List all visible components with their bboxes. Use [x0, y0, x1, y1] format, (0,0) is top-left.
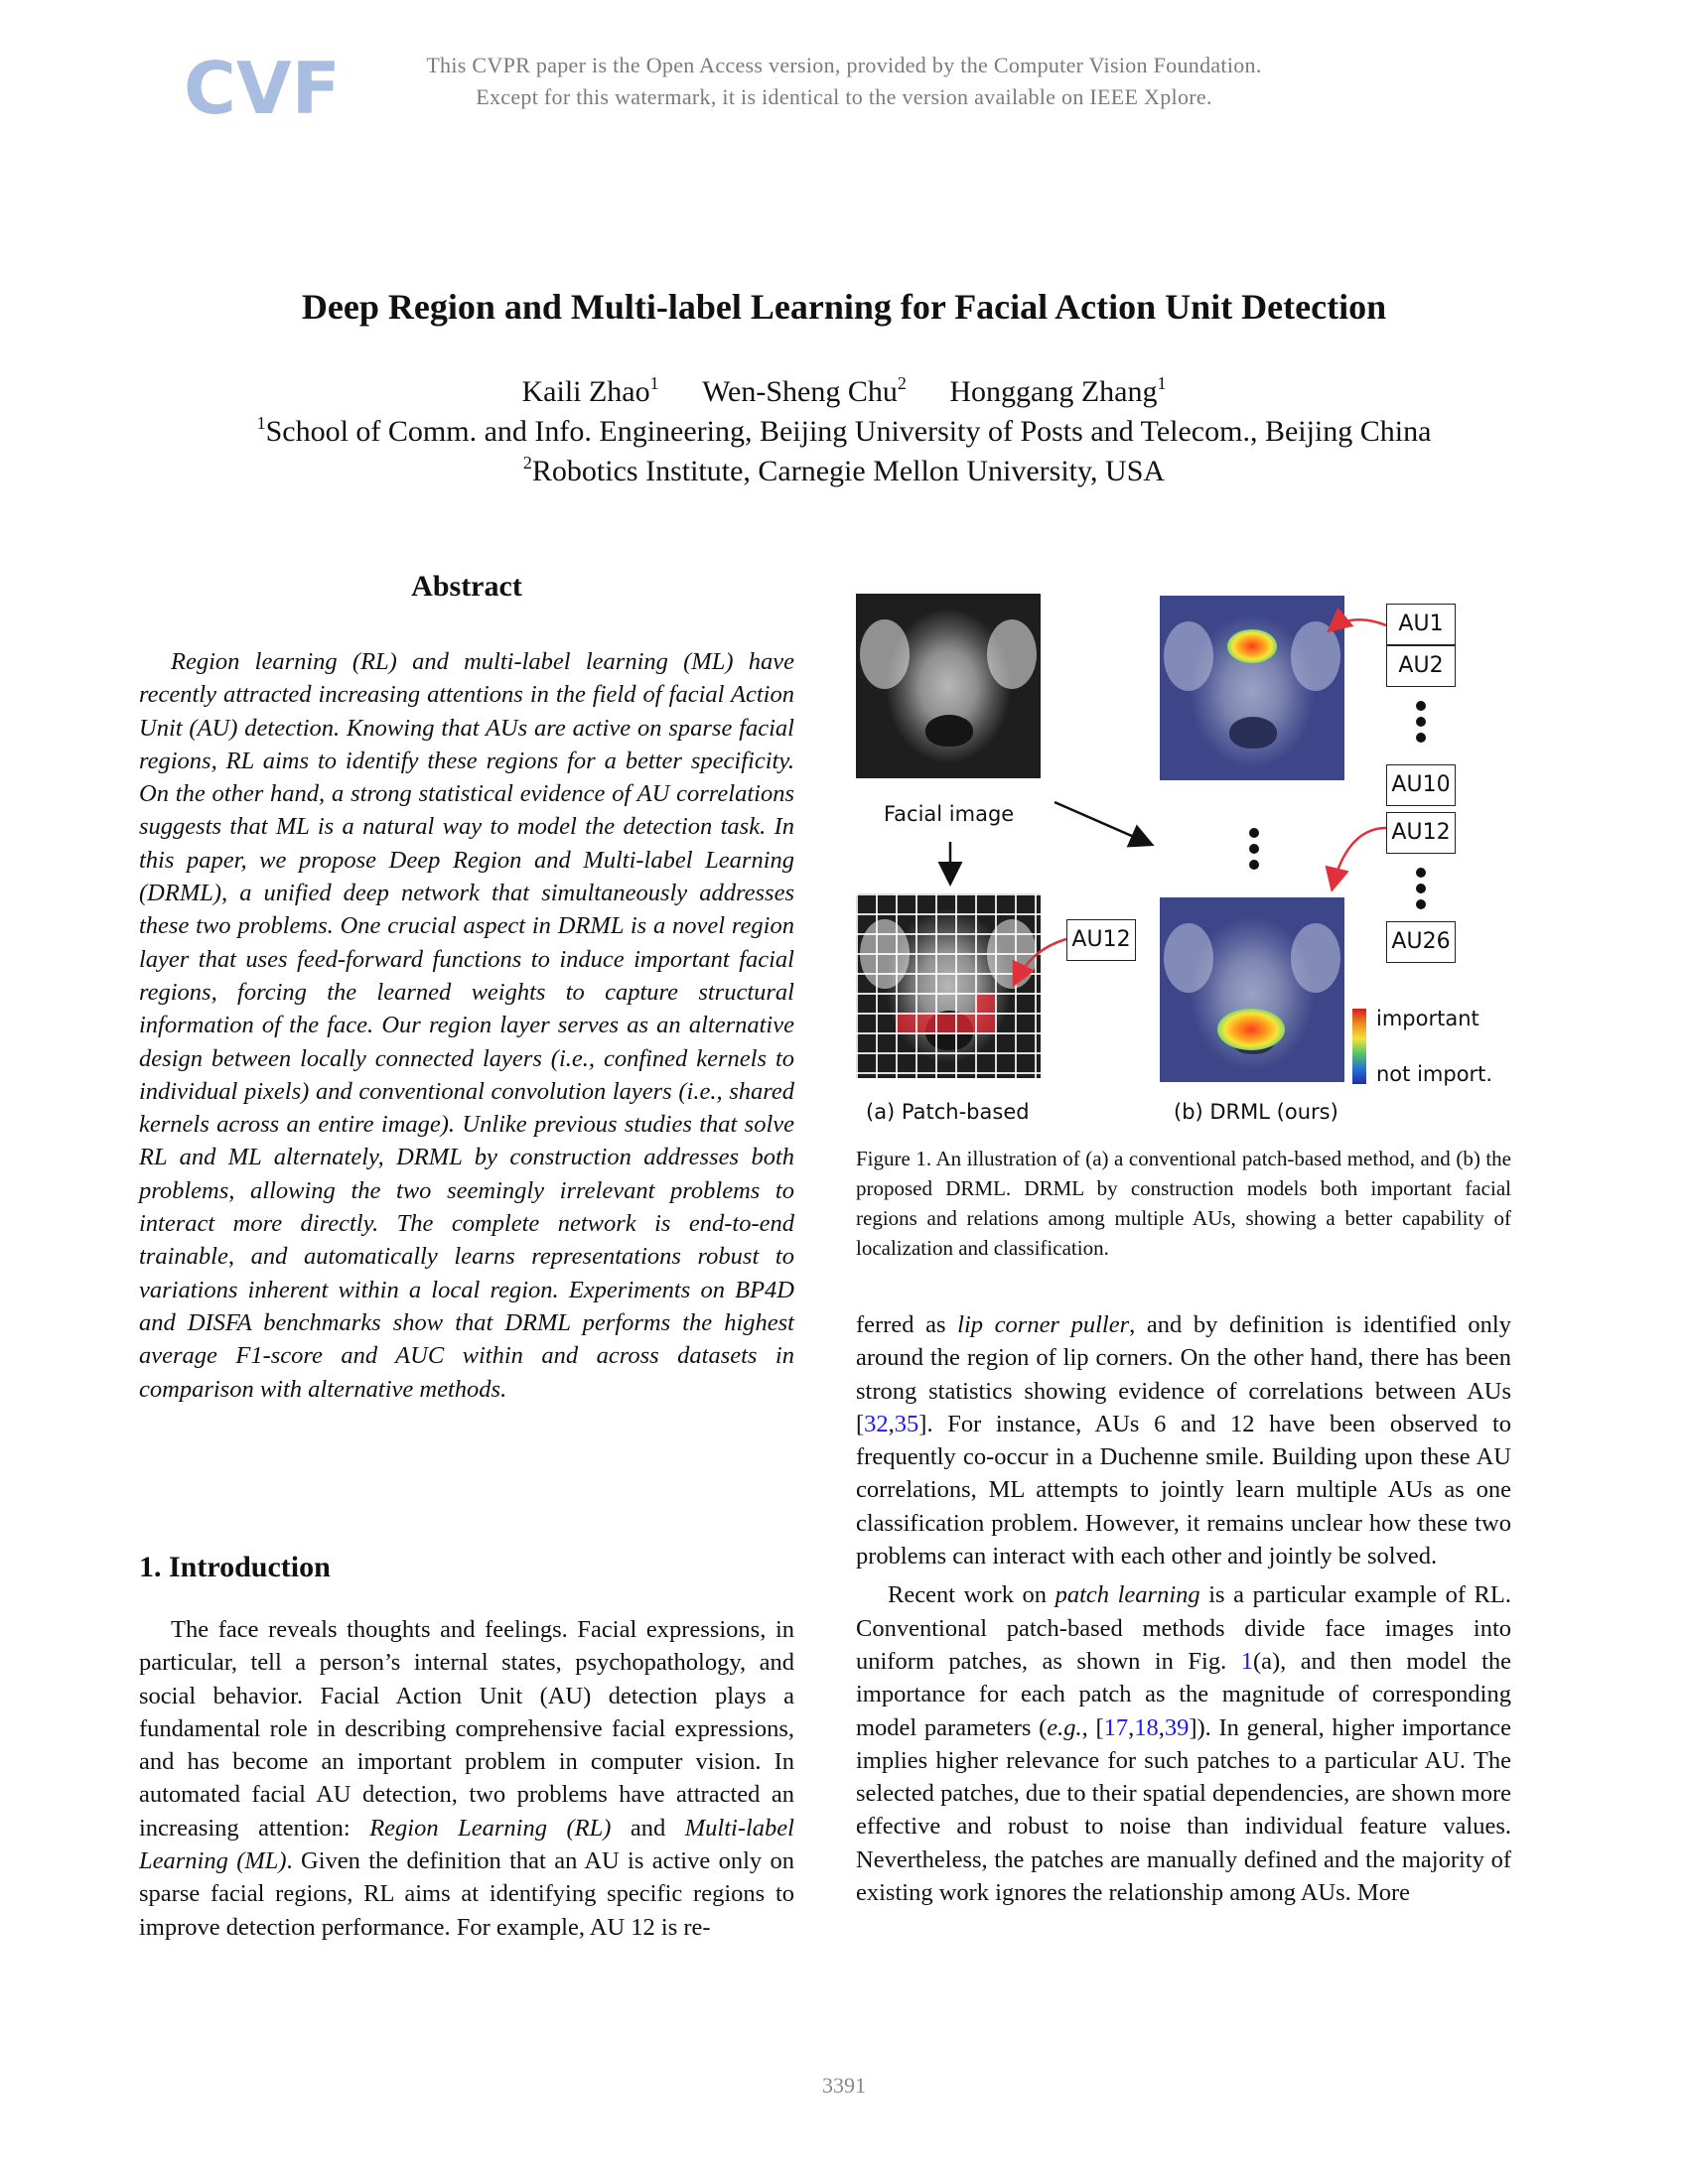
citation-link[interactable]: 35 [894, 1410, 919, 1437]
citation-link[interactable]: 18 [1134, 1713, 1159, 1741]
author-3: Honggang Zhang$^1$ [949, 373, 1167, 408]
figure-arrows [856, 594, 1521, 1150]
au-box-au10: AU10 [1386, 764, 1456, 806]
intro-paragraph-1: The face reveals thoughts and feelings. Facial expressions, in particular, tell a person’s internal states, psychopathology, and social behavior. Facial Action Unit (AU) detection plays a fundamental role in describing comprehensive facial expressions, and has become an important problem in computer vision. In automated facial AU detection, two problems have attracted an increasing attention: Region Learning (RL) and Multi-label Learning (ML). Given the definition that an AU is active only on sparse facial regions, RL aims at identifying specific regions to improve detection performance. For example, AU 12 is re- [139, 1616, 794, 1941]
patch-au-box: AU12 [1066, 919, 1136, 961]
abstract-heading: Abstract [411, 570, 522, 603]
page-number: 3391 [822, 2073, 866, 2098]
figure-link[interactable]: 1 [1240, 1647, 1253, 1675]
right-column-body [856, 1308, 1511, 1909]
abstract-body [139, 645, 794, 1406]
watermark-text [298, 50, 1390, 113]
right-paragraph-1: ferred as lip corner puller, and by definition is identified only around the region of lip corners. On the other hand, there has been strong statistics showing evidence of correlations between AUs [32,35]. For instance, AUs 6 and 12 have been observed to frequently co-occur in a Duchenne smile. Building upon these AU correlations, ML attempts to jointly learn multiple AUs as one classification problem. However, it remains unclear how these two problems can interact with each other and jointly be solved. [856, 1311, 1511, 1570]
section-heading-introduction: 1. Introduction [139, 1551, 331, 1583]
subfigure-a-label: (a) Patch-based [866, 1100, 1030, 1124]
arrow-au12-red [1333, 828, 1386, 887]
au-box-au12: AU12 [1386, 812, 1456, 854]
facial-image-label: Facial image [884, 802, 1015, 826]
abstract-paragraph: Region learning (RL) and multi-label learning (ML) have recently attracted increasing attentions in the field of facial Action Unit (AU) detection. Knowing that AUs are active on sparse facial regions, RL aims to identify these regions for a better specificity. On the other hand, a strong statistical evidence of AU correlations suggests that ML is a natural way to model the detection task. In this paper, we propose Deep Region and Multi-label Learning (DRML), a unified deep network that simultaneously addresses these two problems. One crucial aspect in DRML is a novel region layer that uses feed-forward functions to induce important facial regions, forcing the learned weights to capture structural information of the face. Our region layer serves as an alternative design between locally connected layers (i.e., confined kernels to individual pixels) and conventional convolution layers (i.e., shared kernels across an entire image). Unlike previous studies that solve RL and ML alternately, DRML by construction addresses both problems, allowing the two seemingly irrelevant problems to interact more directly. The complete network is end-to-end trainable, and automatically learns representations robust to variations inherent within a local region. Experiments on BP4D and DISFA benchmarks show that DRML performs the highest average F1-score and AUC within and across datasets in comparison with alternative methods. [139, 648, 794, 1403]
legend-important: important [1376, 1007, 1479, 1030]
author-1: Kaili Zhao$^1$ [521, 373, 659, 408]
paper-title: Deep Region and Multi-label Learning for Facial Action Unit Detection [301, 287, 1387, 327]
arrow-au1-red [1331, 619, 1386, 629]
watermark [0, 0, 1688, 139]
figure-1 [856, 594, 1521, 1150]
subfigure-b-label: (b) DRML (ours) [1174, 1100, 1338, 1124]
author-2: Wen-Sheng Chu$^2$ [702, 373, 907, 408]
affiliation-2: $^2$Robotics Institute, Carnegie Mellon University, USA [522, 453, 1166, 487]
svg-text:CVF: CVF [184, 47, 341, 130]
au-box-au2: AU2 [1386, 645, 1456, 687]
legend-not-important: not import. [1376, 1062, 1493, 1086]
affiliation-1: $^1$School of Comm. and Info. Engineering, Beijing University of Posts and Telecom., Beijing China [256, 413, 1432, 448]
watermark-line-2: Except for this watermark, it is identical to the version available on IEEE Xplore. [476, 84, 1212, 109]
citation-link[interactable]: 17 [1103, 1713, 1129, 1741]
citation-link[interactable]: 39 [1164, 1713, 1190, 1741]
figure-1-caption: Figure 1. An illustration of (a) a conventional patch-based method, and (b) the proposed DRML. DRML by construction models both important facial regions and relations among multiple AUs, showing a better capability of localization and classification. [856, 1147, 1511, 1260]
intro-body [139, 1613, 794, 1944]
right-paragraph-2: Recent work on patch learning is a particular example of RL. Conventional patch-based methods divide face images into uniform patches, as shown in Fig. 1(a), and then model the importance for each patch as the magnitude of corresponding model parameters (e.g., [17,18,39]). In general, higher importance implies higher relevance for such patches to a particular AU. The selected patches, due to their spatial dependencies, are shown more effective and robust to noise than individual feature values. Nevertheless, the patches are manually defined and the majority of existing work ignores the relationship among AUs. More [856, 1581, 1511, 1907]
arrow-patch-red [1015, 939, 1066, 983]
cvf-logo [184, 42, 341, 131]
arrow-diagonal [1055, 802, 1150, 844]
citation-link[interactable]: 32 [864, 1410, 889, 1437]
author-list [0, 375, 1688, 409]
au-box-au1: AU1 [1386, 604, 1456, 645]
au-box-au26: AU26 [1386, 921, 1456, 963]
watermark-line-1: This CVPR paper is the Open Access version, provided by the Computer Vision Foundation. [426, 53, 1262, 77]
